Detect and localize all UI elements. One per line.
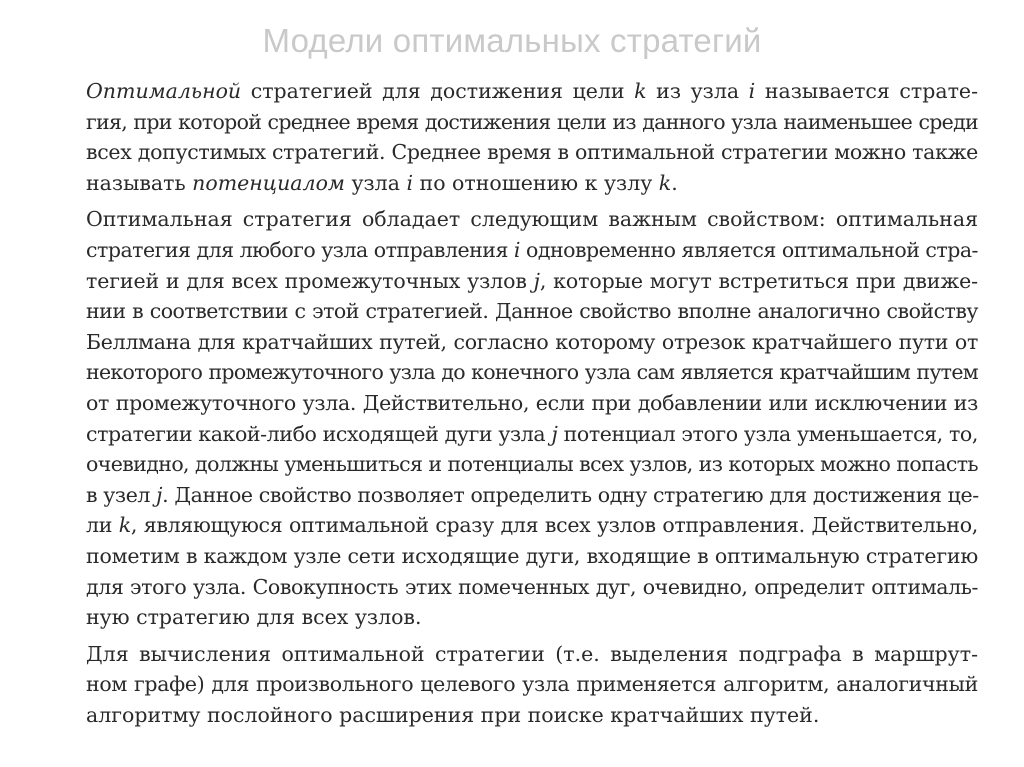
text-run: узла [344, 170, 407, 195]
paragraph [86, 204, 978, 632]
text-line [86, 480, 978, 511]
text-run: из узла [646, 79, 749, 103]
text-run: Для вычисления оптимальной стратегии (т.е. выделения подграфа в маршрут- [86, 641, 978, 666]
text-run: называть [86, 170, 193, 195]
text-line [86, 572, 978, 603]
text-line [86, 296, 978, 327]
italic-text: k [658, 170, 672, 195]
text-run: одновременно является оптимальной стра- [519, 237, 978, 262]
text-line [86, 204, 978, 235]
text-line [86, 76, 978, 107]
italic-text: Оптимальной [86, 79, 242, 103]
text-line [86, 510, 978, 541]
text-run: всех допустимых стратегий. Среднее время в оптимальной стратегии можно также [86, 140, 978, 165]
slide-title: Модели оптимальных стратегий [262, 22, 762, 59]
italic-text: k [118, 513, 131, 538]
italic-text: потенциалом [192, 170, 345, 195]
text-line [86, 669, 978, 700]
text-run: в узел [86, 482, 157, 507]
italic-text: j [533, 268, 540, 293]
text-run: нии в соответствии с этой стратегией. Данное свойство вполне аналогично свойству [86, 299, 978, 324]
text-run: . Данное свойство позволяет определить одну стратегию для достижения це- [162, 482, 979, 507]
italic-text: i [406, 170, 414, 195]
text-line [86, 137, 978, 168]
italic-text: i [513, 237, 520, 262]
text-run: ли [86, 513, 119, 538]
text-run: ную стратегию для всех узлов. [86, 605, 422, 630]
text-run: от промежуточного узла. Действительно, если при добавлении или исключении из [86, 390, 978, 415]
text-run: называется страте- [755, 79, 978, 103]
text-run: ном графе) для произвольного целевого узла применяется алгоритм, аналогичный [86, 672, 978, 697]
paragraph [86, 76, 978, 198]
text-line [86, 168, 978, 199]
text-line [86, 357, 978, 388]
text-run: , являющуюся оптимальной сразу для всех узлов отправления. Действительно, [130, 513, 978, 538]
text-run: очевидно, должны уменьшиться и потенциалы всех узлов, из которых можно попасть [86, 452, 978, 477]
text-run: стратегией для достижения цели [241, 79, 635, 103]
italic-text: j [156, 482, 163, 507]
text-line [86, 449, 978, 480]
text-line [86, 327, 978, 358]
text-run: по отношению к узлу [413, 170, 659, 195]
paragraph [86, 639, 978, 731]
text-run: для этого узла. Совокупность этих помеченных дуг, очевидно, определит оптималь- [86, 574, 978, 599]
italic-text: j [551, 421, 558, 446]
text-line [86, 639, 978, 670]
text-line [86, 107, 978, 138]
text-line [86, 235, 978, 266]
text-run: стратегии какой-либо исходящей дуги узла [86, 421, 552, 446]
text-line [86, 266, 978, 297]
text-run: некоторого промежуточного узла до конечного узла сам является кратчайшим путем [86, 360, 978, 385]
document-body [86, 76, 978, 730]
text-run: тегией и для всех промежуточных узлов [86, 268, 534, 293]
text-run: потенциал этого узла уменьшается, то, [557, 421, 978, 446]
text-line [86, 602, 978, 633]
text-run: , которые могут встретиться при движе- [539, 268, 978, 293]
text-run: Оптимальная стратегия обладает следующим важным свойством: оптимальная [86, 207, 978, 232]
text-line [86, 541, 978, 572]
text-run: пометим в каждом узле сети исходящие дуги, входящие в оптимальную стратегию [86, 543, 978, 568]
italic-text: k [634, 79, 647, 103]
text-line [86, 700, 978, 731]
text-line [86, 388, 978, 419]
text-run: стратегия для любого узла отправления [86, 237, 514, 262]
text-run: Беллмана для кратчайших путей, согласно которому отрезок кратчайшего пути от [86, 329, 978, 354]
text-line [86, 419, 978, 450]
italic-text: i [748, 79, 756, 103]
text-run: гия, при которой среднее время достижения цели из данного узла наименьшее среди [86, 109, 978, 134]
text-run: . [671, 170, 678, 195]
text-run: алгоритму послойного расширения при поиске кратчайших путей. [86, 702, 820, 727]
